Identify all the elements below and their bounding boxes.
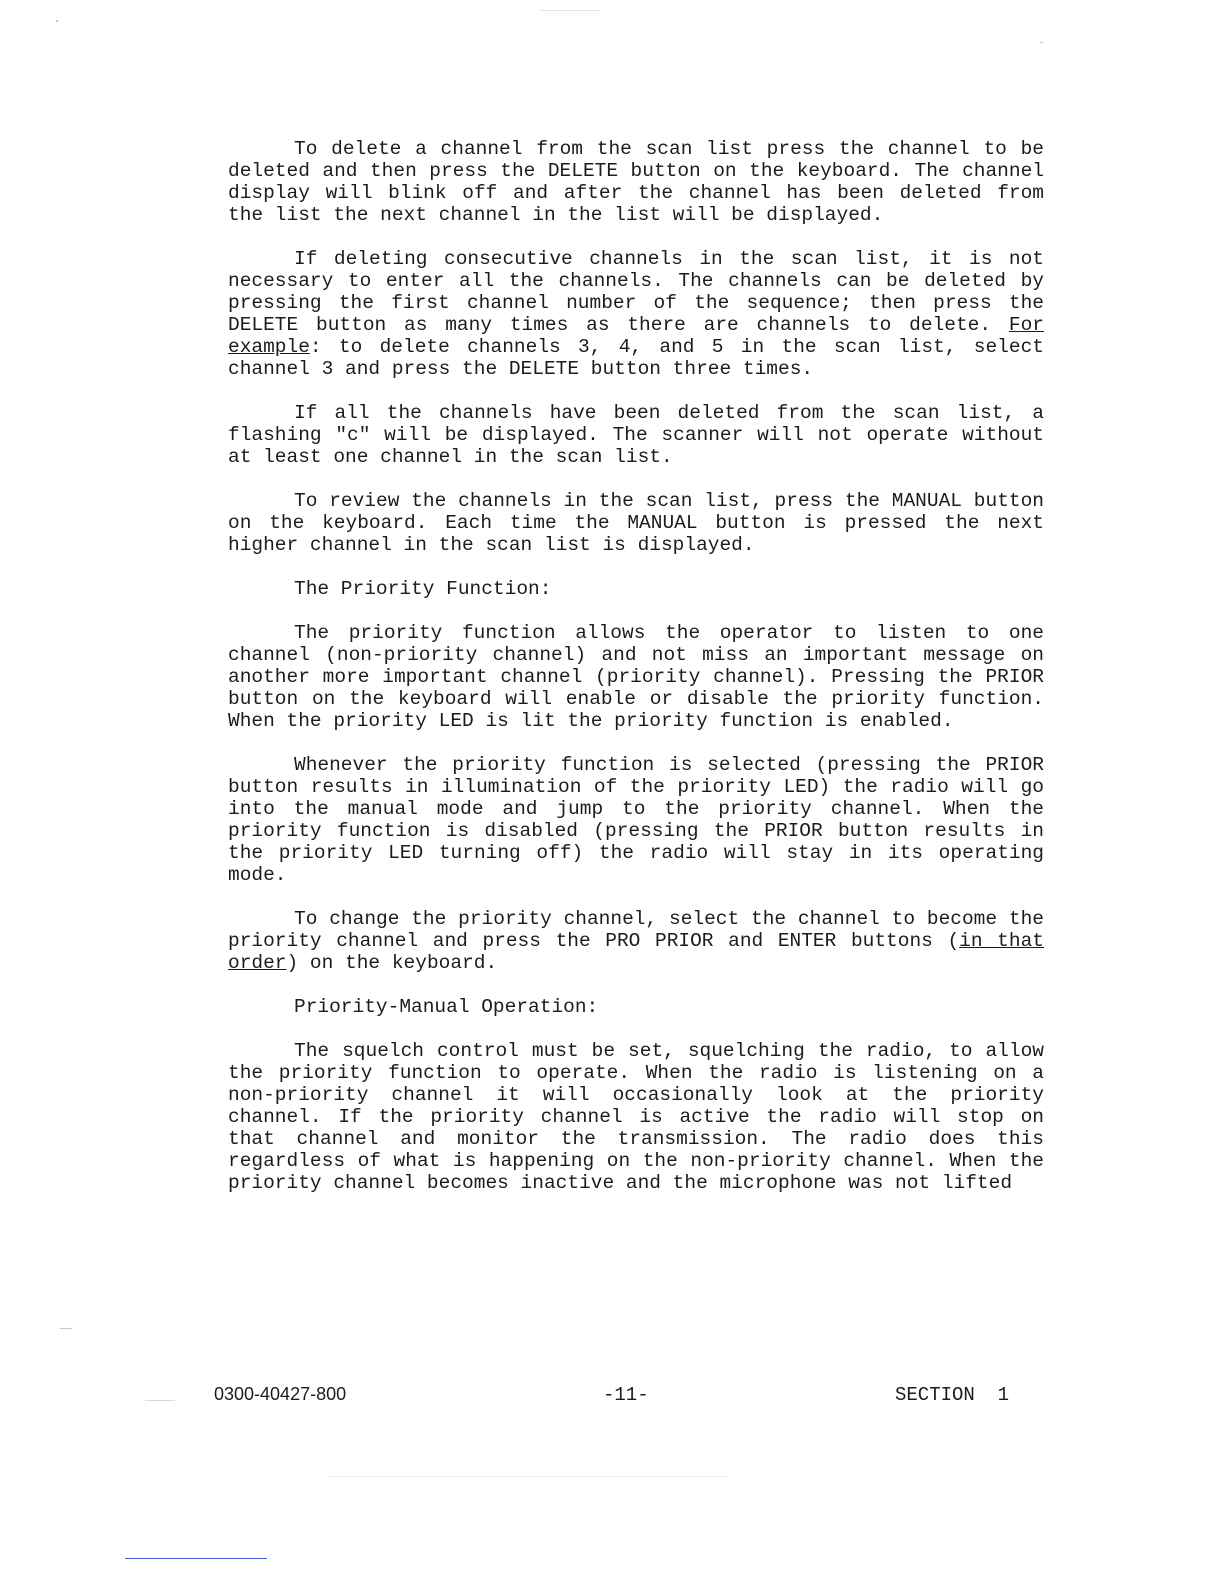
footer-page-number: -11-	[603, 1384, 649, 1406]
paragraph-text: : to delete channels 3, 4, and 5 in the scan list, select channel 3 and press the DELETE button three times.	[228, 336, 1044, 380]
heading-priority-manual: Priority-Manual Operation:	[294, 996, 599, 1018]
footer-doc-number: 0300-40427-800	[214, 1384, 347, 1404]
paragraph-text: To change the priority channel, select the channel to become the priority channel and press the PRO PRIOR and ENTER buttons (	[228, 908, 1044, 952]
paragraph-text: If deleting consecutive channels in the scan list, it is not necessary to enter all the channels. The channels can be deleted by pressing the first channel number of the sequence; then press the DELETE button as many times as there are channels to delete.	[228, 248, 1044, 336]
paragraph-text: ) on the keyboard.	[286, 952, 498, 974]
scan-speck	[56, 20, 58, 22]
paragraph-text: To delete a channel from the scan list press the channel to be deleted and then press the DELETE button on the keyboard. The channel display will blink off and after the channel has been deleted from the list the next channel in the list will be displayed.	[228, 138, 1044, 226]
paragraph-review-channels	[228, 490, 1044, 556]
scan-speck	[330, 1476, 730, 1477]
paragraph-delete-consecutive	[228, 248, 1044, 380]
paragraph-priority-selected	[228, 754, 1044, 886]
heading-priority-function: The Priority Function:	[294, 578, 552, 600]
paragraph-text: If all the channels have been deleted from the scan list, a flashing "c" will be displayed. The scanner will not operate without at least one channel in the scan list.	[228, 402, 1044, 468]
scan-speck	[60, 1328, 72, 1329]
paragraph-priority-change	[228, 908, 1044, 974]
paragraph-text: The squelch control must be set, squelching the radio, to allow the priority function to operate. When the radio is listening on a non-priority channel it will occasionally look at the priority channel. If the priority channel is active the radio will stop on that channel and monitor the transmission. The radio does this regardless of what is happening on the non-priority channel. When the priority channel becomes inactive and the microphone was not lifted	[228, 1040, 1044, 1194]
scan-speck	[145, 1400, 175, 1401]
paragraph-priority-intro	[228, 622, 1044, 732]
paragraph-text: The priority function allows the operator to listen to one channel (non-priority channel) and not miss an important message on another more important channel (priority channel). Pressing the PRIOR button on the keyboard will enable or disable the priority function. When the priority LED is lit the priority function is enabled.	[228, 622, 1044, 732]
paragraph-text: To review the channels in the scan list, press the MANUAL button on the keyboard. Each time the MANUAL button is pressed the next higher channel in the scan list is displayed.	[228, 490, 1044, 556]
paragraph-all-deleted	[228, 402, 1044, 468]
paragraph-delete-channel	[228, 138, 1044, 226]
body-text	[228, 138, 1044, 1194]
underlined-phrase: in that order	[228, 930, 1044, 974]
scan-speck	[540, 10, 600, 11]
paragraph-text: Whenever the priority function is selected (pressing the PRIOR button results in illumination of the priority LED) the radio will go into the manual mode and jump to the priority channel. When the priority function is disabled (pressing the PRIOR button results in the priority LED turning off) the radio will stay in its operating mode.	[228, 754, 1044, 886]
footer-section: SECTION 1	[895, 1384, 1010, 1406]
underlined-phrase: For example	[228, 314, 1044, 358]
paragraph-squelch	[228, 1040, 1044, 1194]
bottom-rule	[125, 1558, 267, 1559]
scan-speck	[1040, 42, 1043, 43]
